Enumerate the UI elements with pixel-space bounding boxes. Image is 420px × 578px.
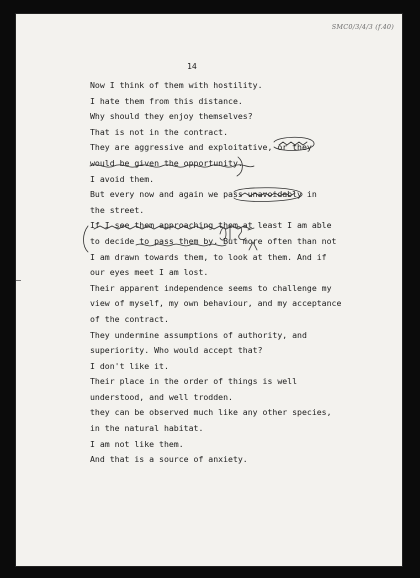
- text-line: our eyes meet I am lost.: [90, 267, 209, 278]
- text-line: That is not in the contract.: [90, 126, 229, 137]
- typed-text-body: [90, 78, 390, 468]
- text-line: I avoid them.: [90, 173, 155, 184]
- text-line: They are aggressive and exploitative, or they: [90, 142, 312, 153]
- text-line: they can be observed much like any other species,: [90, 407, 332, 418]
- margin-tick: [16, 280, 21, 281]
- text-line: They undermine assumptions of authority, and: [90, 329, 307, 340]
- text-line: superiority. Who would accept that?: [90, 345, 263, 356]
- page-number: 14: [187, 61, 197, 71]
- archive-reference: SMC0/3/4/3 (f.40): [331, 23, 394, 31]
- text-line: Their place in the order of things is well: [90, 376, 298, 387]
- text-line: If I see them approaching them at least I am able: [90, 220, 332, 231]
- text-line: Now I think of them with hostility.: [90, 80, 263, 90]
- text-line: in the natural habitat.: [90, 423, 204, 434]
- text-line: But every now and again we pass unavoidably in: [90, 189, 317, 200]
- text-line: And that is a source of anxiety.: [90, 454, 248, 465]
- text-line: would be given the opportunity.: [90, 157, 243, 168]
- text-line: view of myself, my own behaviour, and my acceptance: [90, 298, 342, 309]
- text-line: I don't like it.: [90, 360, 169, 371]
- text-line: the street.: [90, 204, 145, 215]
- text-line: understood, and well trodden.: [90, 391, 233, 402]
- text-line: to decide to pass them by. But more often than not: [90, 235, 337, 246]
- text-line: I hate them from this distance.: [90, 95, 243, 106]
- text-line: Their apparent independence seems to challenge my: [90, 282, 332, 293]
- text-line: I am drawn towards them, to look at them. And if: [90, 251, 327, 262]
- text-line: Why should they enjoy themselves?: [90, 111, 253, 122]
- text-line: of the contract.: [90, 313, 169, 324]
- edit-bracket: [84, 226, 89, 252]
- text-line: I am not like them.: [90, 438, 184, 449]
- document-page: [16, 14, 402, 566]
